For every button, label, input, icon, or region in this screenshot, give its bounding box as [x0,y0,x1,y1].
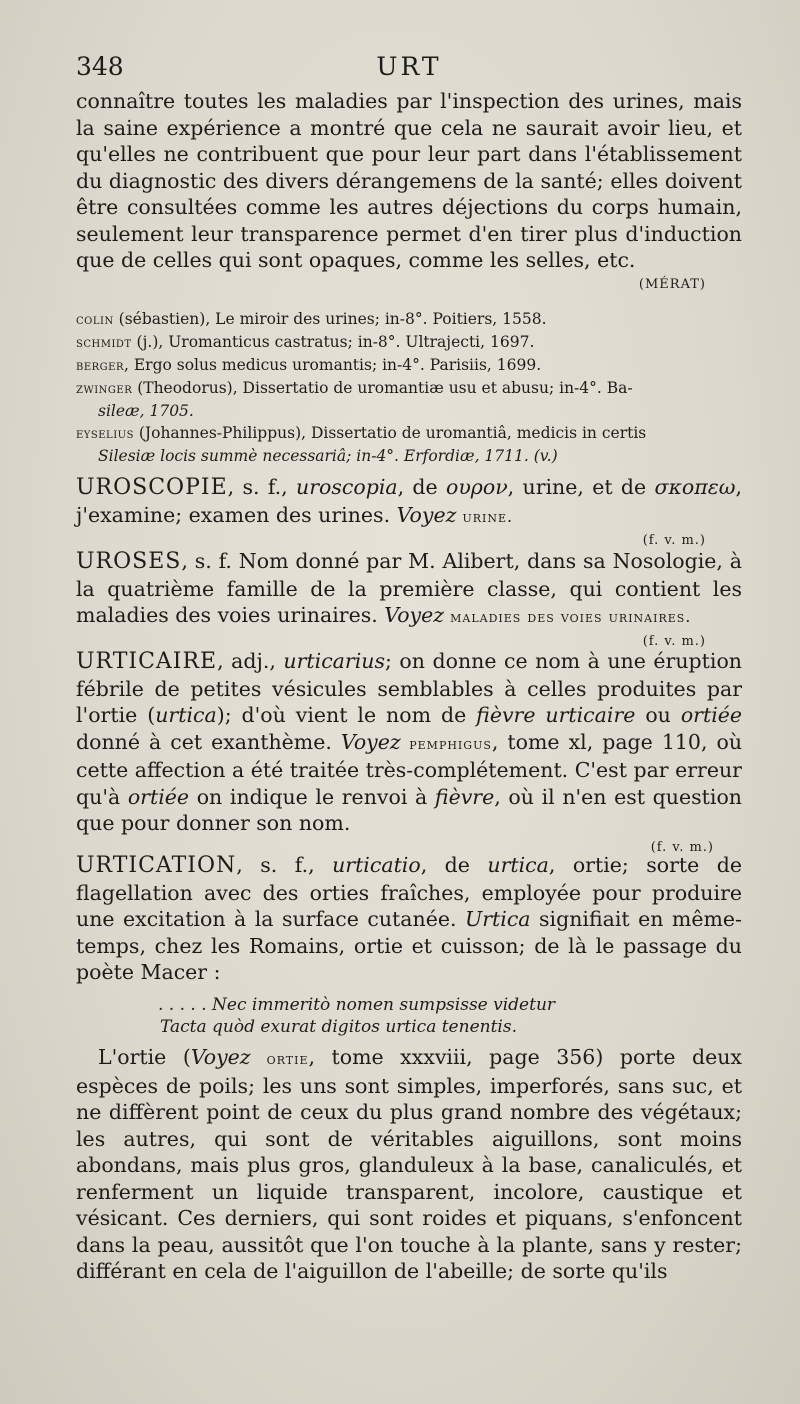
entry-text: , de [420,853,488,877]
italic-term: ortiée [127,784,190,809]
voyez-label: Voyez [384,603,445,627]
bib-author: schmidt [76,335,132,351]
cross-reference: pemphigus [400,733,492,753]
entry-text: , de [397,475,446,499]
bib-continuation: Silesiæ locis summè necessariâ; in-4°. Erfordiæ, 1711. (v.) [98,447,558,465]
bib-author: zwinger [76,381,133,397]
bib-text: , Ergo solus medicus uromantis; in-4°. Parisiis, 1699. [124,356,542,374]
bib-author: berger [76,358,124,374]
entry-text: on indique le renvoi à [189,784,435,809]
entry-text: signifiait en même-temps, chez les Romains, ortie et cuisson; de là le passage du poète Macer : [76,907,742,984]
bib-text: (Theodorus), Dissertatio de uromantiæ usu et abusu; in-4°. Ba- [137,379,633,397]
headword: UROSCOPIE [76,475,228,500]
entry-signature: (f. v. m.) [650,839,714,855]
running-head: URT [376,52,442,81]
poem-quote [76,994,742,1038]
entry-text: , tome xl, page 110, où cette affection a été traitée très-complétement. C'est par erreur qu'à [76,729,743,809]
entry-paragraph [76,852,742,986]
quote-line-1: . . . . . Nec immeritò nomen sumpsisse videtur [158,995,556,1015]
bibliography-item [76,377,742,422]
bibliography-item [76,331,742,354]
latin-term: uroscopia [296,475,398,499]
latin-term: urtica [487,853,549,877]
entry-text: donné à cet exanthème. [76,729,341,754]
voyez-label: Voyez [190,1045,251,1069]
bib-continuation: sileæ, 1705. [98,402,194,420]
bibliography [76,308,742,467]
page-header [76,52,742,88]
bibliography-item [76,308,742,331]
bib-author: eyselius [76,426,134,442]
cross-reference: urine. [456,506,514,526]
headword: URTICATION [76,853,237,878]
entry-text: , tome xxxviii, page 356) porte deux espèces de poils; les uns sont simples, imperforés, sans suc, et ne diffèrent point de ceux du plus grand nombre des végétaux; les autres, qui sont de véritables aiguillons, sont moins abondans, mais plus gros, glanduleux à la base, canaliculés, et renferment un liquide transparent, incolore, caustique et vésicant. Ces derniers, qui sont roides et piquans, s'enfoncent dans la peau, aussitôt que l'on touche à la plante, sans y rester; différant en cela de l'aiguillon de l'abeille; de sorte qu'ils [76,1045,742,1283]
quote-line-2: Tacta quòd exurat digitos urtica tenentis. [160,1017,517,1037]
italic-term: fièvre [434,784,495,809]
headword: UROSES [76,549,182,574]
entry-text: , j'examine; examen des urines. [76,475,742,527]
bibliography-item [76,354,742,377]
cross-reference: maladies des voies urinaires. [444,607,692,626]
latin-term: Urtica [464,907,531,931]
bibliography-item [76,422,742,467]
entry-text: , adj., [217,649,284,673]
entry-text: , ortie; sorte de flagellation avec des orties fraîches, employée pour produire une excitation à la surface cutanée. [76,853,742,931]
cross-reference: ortie [250,1049,309,1068]
entry-text: ); d'où vient le nom de [216,703,477,727]
entry-paragraph [76,474,742,530]
entry-text: , s. f. Nom donné par M. Alibert, dans sa Nosologie, à la quatrième famille de la première classe, qui contient les maladies des voies urinaires. [76,549,742,627]
entry-urtication [76,852,742,986]
bib-text: (j.), Uromanticus castratus; in-8°. Ultrajecti, 1697. [136,333,535,351]
headword: URTICAIRE [76,649,218,674]
final-paragraph [76,1044,742,1285]
final-paragraph-block [76,1044,742,1285]
entry-urticaire [76,648,742,859]
entry-text: ou [635,703,681,727]
italic-term: ortiée [680,703,743,727]
entry-signature: (f. v. m.) [642,533,706,548]
entry-uroses [76,548,742,653]
entry-text: , urine, et de [507,475,655,499]
entry-paragraph [76,648,742,837]
latin-term: urticatio [332,853,421,877]
entry-signature: (f. v. m.) [642,633,706,649]
intro-signature: (MÉRAT) [638,276,706,292]
intro-paragraph: connaître toutes les maladies par l'inspection des urines, mais la saine expérience a montré que cela ne saurait avoir lieu, et qu'elles ne contribuent que pour leur part dans l'établissement du diagnostic des divers dérangemens de la santé; elles doivent être consultées comme les autres déjections du corps humain, seulement leur transparence permet d'en tirer plus d'induction que de celles qui sont opaques, comme les selles, etc. [76,89,742,272]
greek-term: σκοπεω [654,475,736,499]
voyez-label: Voyez [396,502,457,527]
italic-term: fièvre urticaire [476,703,636,727]
entry-text: , s. f., [227,475,297,499]
bib-text: (sébastien), Le miroir des urines; in-8°. Poitiers, 1558. [118,310,547,328]
voyez-label: Voyez [340,729,401,754]
entry-text: ; on donne ce nom à une éruption fébrile de petites vésicules semblables à celles produites par l'ortie ( [76,649,742,727]
entry-uroscopie [76,474,742,552]
greek-term: ουρον [446,475,508,499]
latin-term: urticarius [283,649,385,673]
page-number: 348 [76,52,124,81]
entry-text: L'ortie ( [98,1045,191,1069]
intro-section [76,88,742,296]
entry-paragraph [76,548,742,631]
bib-author: colin [76,312,114,328]
entry-text: , s. f., [236,853,333,877]
latin-term: urtica [155,703,217,727]
bib-text: (Johannes-Philippus), Dissertatio de uromantiâ, medicis in certis [138,424,647,442]
entry-text: , où il n'en est question que pour donner son nom. [76,784,742,835]
